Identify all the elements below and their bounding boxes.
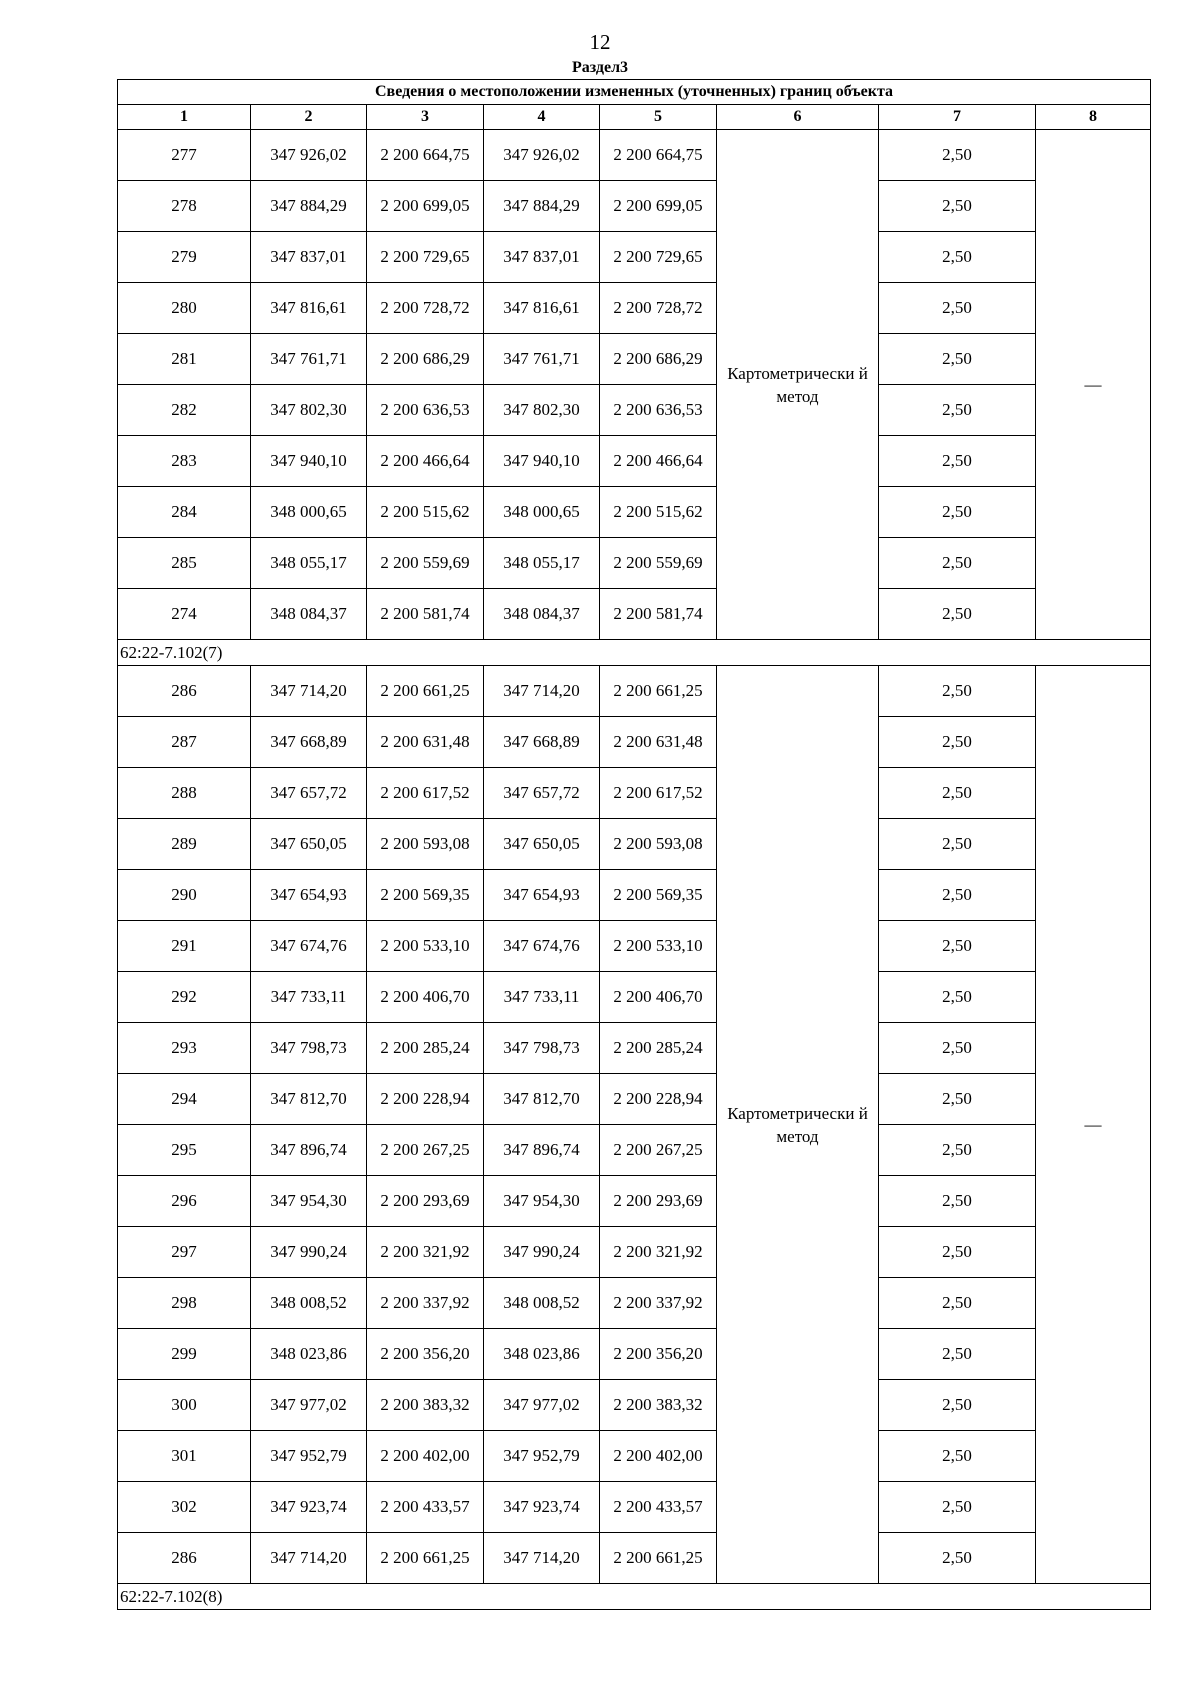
y-coordinate-cell: 2 200 686,29 bbox=[367, 334, 484, 385]
x-coordinate-cell: 347 926,02 bbox=[484, 130, 600, 181]
y-coordinate-cell: 2 200 728,72 bbox=[367, 283, 484, 334]
x-coordinate-cell: 347 952,79 bbox=[484, 1431, 600, 1482]
x-coordinate-cell: 347 802,30 bbox=[484, 385, 600, 436]
table-row bbox=[118, 436, 1151, 487]
x-coordinate-cell: 347 761,71 bbox=[251, 334, 367, 385]
y-coordinate-cell: 2 200 661,25 bbox=[600, 666, 717, 717]
x-coordinate-cell: 347 923,74 bbox=[251, 1482, 367, 1533]
table-row bbox=[118, 181, 1151, 232]
table-row bbox=[118, 1278, 1151, 1329]
y-coordinate-cell: 2 200 631,48 bbox=[600, 717, 717, 768]
precision-cell: 2,50 bbox=[879, 1125, 1036, 1176]
y-coordinate-cell: 2 200 402,00 bbox=[600, 1431, 717, 1482]
point-number-cell: 291 bbox=[118, 921, 251, 972]
y-coordinate-cell: 2 200 267,25 bbox=[367, 1125, 484, 1176]
y-coordinate-cell: 2 200 356,20 bbox=[600, 1329, 717, 1380]
point-number-cell: 290 bbox=[118, 870, 251, 921]
precision-cell: 2,50 bbox=[879, 819, 1036, 870]
y-coordinate-cell: 2 200 285,24 bbox=[367, 1023, 484, 1074]
y-coordinate-cell: 2 200 661,25 bbox=[367, 1533, 484, 1584]
x-coordinate-cell: 347 654,93 bbox=[251, 870, 367, 921]
precision-cell: 2,50 bbox=[879, 666, 1036, 717]
y-coordinate-cell: 2 200 321,92 bbox=[367, 1227, 484, 1278]
x-coordinate-cell: 347 812,70 bbox=[484, 1074, 600, 1125]
point-number-cell: 286 bbox=[118, 1533, 251, 1584]
precision-cell: 2,50 bbox=[879, 1023, 1036, 1074]
y-coordinate-cell: 2 200 729,65 bbox=[367, 232, 484, 283]
parcel-subheader-row bbox=[118, 640, 1151, 666]
point-number-cell: 295 bbox=[118, 1125, 251, 1176]
precision-cell: 2,50 bbox=[879, 385, 1036, 436]
x-coordinate-cell: 347 977,02 bbox=[484, 1380, 600, 1431]
x-coordinate-cell: 348 055,17 bbox=[251, 538, 367, 589]
y-coordinate-cell: 2 200 402,00 bbox=[367, 1431, 484, 1482]
precision-cell: 2,50 bbox=[879, 436, 1036, 487]
x-coordinate-cell: 347 837,01 bbox=[484, 232, 600, 283]
section-title: Раздел3 bbox=[571, 59, 629, 76]
x-coordinate-cell: 347 802,30 bbox=[251, 385, 367, 436]
x-coordinate-cell: 347 650,05 bbox=[251, 819, 367, 870]
precision-cell: 2,50 bbox=[879, 283, 1036, 334]
table-row bbox=[118, 1533, 1151, 1584]
table-row bbox=[118, 666, 1151, 717]
y-coordinate-cell: 2 200 321,92 bbox=[600, 1227, 717, 1278]
point-number-cell: 292 bbox=[118, 972, 251, 1023]
y-coordinate-cell: 2 200 228,94 bbox=[367, 1074, 484, 1125]
parcel-id: 62:22-7.102(7) bbox=[118, 640, 1151, 666]
y-coordinate-cell: 2 200 631,48 bbox=[367, 717, 484, 768]
table-row bbox=[118, 1125, 1151, 1176]
point-number-cell: 285 bbox=[118, 538, 251, 589]
point-number-cell: 298 bbox=[118, 1278, 251, 1329]
point-number-cell: 293 bbox=[118, 1023, 251, 1074]
y-coordinate-cell: 2 200 515,62 bbox=[367, 487, 484, 538]
y-coordinate-cell: 2 200 617,52 bbox=[600, 768, 717, 819]
y-coordinate-cell: 2 200 383,32 bbox=[367, 1380, 484, 1431]
table-row bbox=[118, 538, 1151, 589]
page-number: 12 bbox=[589, 30, 611, 54]
x-coordinate-cell: 347 977,02 bbox=[251, 1380, 367, 1431]
x-coordinate-cell: 347 837,01 bbox=[251, 232, 367, 283]
x-coordinate-cell: 347 674,76 bbox=[251, 921, 367, 972]
y-coordinate-cell: 2 200 267,25 bbox=[600, 1125, 717, 1176]
column-number: 2 bbox=[251, 105, 367, 130]
table-row bbox=[118, 972, 1151, 1023]
precision-cell: 2,50 bbox=[879, 1278, 1036, 1329]
table-row bbox=[118, 130, 1151, 181]
table-body bbox=[118, 80, 1151, 1610]
x-coordinate-cell: 347 654,93 bbox=[484, 870, 600, 921]
y-coordinate-cell: 2 200 617,52 bbox=[367, 768, 484, 819]
x-coordinate-cell: 347 940,10 bbox=[251, 436, 367, 487]
y-coordinate-cell: 2 200 729,65 bbox=[600, 232, 717, 283]
y-coordinate-cell: 2 200 285,24 bbox=[600, 1023, 717, 1074]
table-row bbox=[118, 1074, 1151, 1125]
y-coordinate-cell: 2 200 593,08 bbox=[600, 819, 717, 870]
point-number-cell: 278 bbox=[118, 181, 251, 232]
point-number-cell: 288 bbox=[118, 768, 251, 819]
x-coordinate-cell: 347 798,73 bbox=[484, 1023, 600, 1074]
point-number-cell: 294 bbox=[118, 1074, 251, 1125]
point-number-cell: 300 bbox=[118, 1380, 251, 1431]
y-coordinate-cell: 2 200 661,25 bbox=[600, 1533, 717, 1584]
parcel-subheader-row bbox=[118, 1584, 1151, 1610]
x-coordinate-cell: 348 084,37 bbox=[251, 589, 367, 640]
column-number: 6 bbox=[717, 105, 879, 130]
precision-cell: 2,50 bbox=[879, 717, 1036, 768]
table-row bbox=[118, 1482, 1151, 1533]
y-coordinate-cell: 2 200 664,75 bbox=[600, 130, 717, 181]
precision-cell: 2,50 bbox=[879, 538, 1036, 589]
precision-cell: 2,50 bbox=[879, 1482, 1036, 1533]
x-coordinate-cell: 347 668,89 bbox=[251, 717, 367, 768]
table-row bbox=[118, 1380, 1151, 1431]
table-caption: Сведения о местоположении измененных (уточненных) границ объекта bbox=[118, 80, 1151, 105]
y-coordinate-cell: 2 200 569,35 bbox=[600, 870, 717, 921]
table-row bbox=[118, 768, 1151, 819]
y-coordinate-cell: 2 200 533,10 bbox=[600, 921, 717, 972]
table-row bbox=[118, 283, 1151, 334]
x-coordinate-cell: 348 000,65 bbox=[251, 487, 367, 538]
x-coordinate-cell: 347 733,11 bbox=[484, 972, 600, 1023]
x-coordinate-cell: 348 023,86 bbox=[484, 1329, 600, 1380]
y-coordinate-cell: 2 200 699,05 bbox=[600, 181, 717, 232]
precision-cell: 2,50 bbox=[879, 487, 1036, 538]
y-coordinate-cell: 2 200 559,69 bbox=[600, 538, 717, 589]
point-number-cell: 296 bbox=[118, 1176, 251, 1227]
precision-cell: 2,50 bbox=[879, 181, 1036, 232]
x-coordinate-cell: 348 000,65 bbox=[484, 487, 600, 538]
point-number-cell: 277 bbox=[118, 130, 251, 181]
x-coordinate-cell: 347 896,74 bbox=[484, 1125, 600, 1176]
x-coordinate-cell: 347 650,05 bbox=[484, 819, 600, 870]
x-coordinate-cell: 347 884,29 bbox=[251, 181, 367, 232]
y-coordinate-cell: 2 200 293,69 bbox=[367, 1176, 484, 1227]
point-number-cell: 283 bbox=[118, 436, 251, 487]
point-number-cell: 280 bbox=[118, 283, 251, 334]
y-coordinate-cell: 2 200 636,53 bbox=[367, 385, 484, 436]
point-number-cell: 287 bbox=[118, 717, 251, 768]
x-coordinate-cell: 347 816,61 bbox=[484, 283, 600, 334]
point-number-cell: 274 bbox=[118, 589, 251, 640]
table-row bbox=[118, 819, 1151, 870]
y-coordinate-cell: 2 200 581,74 bbox=[600, 589, 717, 640]
precision-cell: 2,50 bbox=[879, 1227, 1036, 1278]
x-coordinate-cell: 348 023,86 bbox=[251, 1329, 367, 1380]
parcel-id: 62:22-7.102(8) bbox=[118, 1584, 1151, 1610]
y-coordinate-cell: 2 200 337,92 bbox=[367, 1278, 484, 1329]
point-number-cell: 281 bbox=[118, 334, 251, 385]
x-coordinate-cell: 347 990,24 bbox=[484, 1227, 600, 1278]
precision-cell: 2,50 bbox=[879, 972, 1036, 1023]
y-coordinate-cell: 2 200 636,53 bbox=[600, 385, 717, 436]
method-cell: Картометрически й метод bbox=[717, 666, 879, 1584]
boundary-coordinates-table bbox=[117, 79, 1151, 1610]
x-coordinate-cell: 347 816,61 bbox=[251, 283, 367, 334]
table-row bbox=[118, 1431, 1151, 1482]
y-coordinate-cell: 2 200 337,92 bbox=[600, 1278, 717, 1329]
y-coordinate-cell: 2 200 581,74 bbox=[367, 589, 484, 640]
x-coordinate-cell: 347 954,30 bbox=[484, 1176, 600, 1227]
table-row bbox=[118, 1329, 1151, 1380]
x-coordinate-cell: 347 884,29 bbox=[484, 181, 600, 232]
table-row bbox=[118, 487, 1151, 538]
column-number-row bbox=[118, 105, 1151, 130]
x-coordinate-cell: 347 674,76 bbox=[484, 921, 600, 972]
x-coordinate-cell: 347 668,89 bbox=[484, 717, 600, 768]
x-coordinate-cell: 347 714,20 bbox=[484, 666, 600, 717]
column-number: 4 bbox=[484, 105, 600, 130]
table-row bbox=[118, 385, 1151, 436]
y-coordinate-cell: 2 200 686,29 bbox=[600, 334, 717, 385]
precision-cell: 2,50 bbox=[879, 1380, 1036, 1431]
x-coordinate-cell: 347 940,10 bbox=[484, 436, 600, 487]
x-coordinate-cell: 347 798,73 bbox=[251, 1023, 367, 1074]
x-coordinate-cell: 347 954,30 bbox=[251, 1176, 367, 1227]
y-coordinate-cell: 2 200 515,62 bbox=[600, 487, 717, 538]
table-row bbox=[118, 232, 1151, 283]
x-coordinate-cell: 347 714,20 bbox=[484, 1533, 600, 1584]
x-coordinate-cell: 347 952,79 bbox=[251, 1431, 367, 1482]
x-coordinate-cell: 347 657,72 bbox=[484, 768, 600, 819]
note-cell: — bbox=[1036, 666, 1151, 1584]
x-coordinate-cell: 348 084,37 bbox=[484, 589, 600, 640]
y-coordinate-cell: 2 200 383,32 bbox=[600, 1380, 717, 1431]
point-number-cell: 279 bbox=[118, 232, 251, 283]
y-coordinate-cell: 2 200 433,57 bbox=[600, 1482, 717, 1533]
y-coordinate-cell: 2 200 533,10 bbox=[367, 921, 484, 972]
x-coordinate-cell: 347 812,70 bbox=[251, 1074, 367, 1125]
y-coordinate-cell: 2 200 466,64 bbox=[600, 436, 717, 487]
table-row bbox=[118, 921, 1151, 972]
point-number-cell: 299 bbox=[118, 1329, 251, 1380]
table-caption-row bbox=[118, 80, 1151, 105]
point-number-cell: 301 bbox=[118, 1431, 251, 1482]
column-number: 1 bbox=[118, 105, 251, 130]
y-coordinate-cell: 2 200 406,70 bbox=[367, 972, 484, 1023]
precision-cell: 2,50 bbox=[879, 232, 1036, 283]
x-coordinate-cell: 347 733,11 bbox=[251, 972, 367, 1023]
precision-cell: 2,50 bbox=[879, 1533, 1036, 1584]
precision-cell: 2,50 bbox=[879, 589, 1036, 640]
x-coordinate-cell: 347 761,71 bbox=[484, 334, 600, 385]
precision-cell: 2,50 bbox=[879, 768, 1036, 819]
y-coordinate-cell: 2 200 559,69 bbox=[367, 538, 484, 589]
table-row bbox=[118, 334, 1151, 385]
precision-cell: 2,50 bbox=[879, 1074, 1036, 1125]
table-row bbox=[118, 870, 1151, 921]
precision-cell: 2,50 bbox=[879, 1431, 1036, 1482]
y-coordinate-cell: 2 200 699,05 bbox=[367, 181, 484, 232]
precision-cell: 2,50 bbox=[879, 870, 1036, 921]
precision-cell: 2,50 bbox=[879, 334, 1036, 385]
note-cell: — bbox=[1036, 130, 1151, 640]
point-number-cell: 289 bbox=[118, 819, 251, 870]
precision-cell: 2,50 bbox=[879, 1176, 1036, 1227]
x-coordinate-cell: 348 008,52 bbox=[251, 1278, 367, 1329]
y-coordinate-cell: 2 200 406,70 bbox=[600, 972, 717, 1023]
y-coordinate-cell: 2 200 433,57 bbox=[367, 1482, 484, 1533]
y-coordinate-cell: 2 200 593,08 bbox=[367, 819, 484, 870]
x-coordinate-cell: 347 926,02 bbox=[251, 130, 367, 181]
y-coordinate-cell: 2 200 664,75 bbox=[367, 130, 484, 181]
column-number: 3 bbox=[367, 105, 484, 130]
table-row bbox=[118, 717, 1151, 768]
point-number-cell: 282 bbox=[118, 385, 251, 436]
y-coordinate-cell: 2 200 661,25 bbox=[367, 666, 484, 717]
column-number: 7 bbox=[879, 105, 1036, 130]
x-coordinate-cell: 347 923,74 bbox=[484, 1482, 600, 1533]
column-number: 5 bbox=[600, 105, 717, 130]
table-row bbox=[118, 1227, 1151, 1278]
column-number: 8 bbox=[1036, 105, 1151, 130]
method-cell: Картометрически й метод bbox=[717, 130, 879, 640]
x-coordinate-cell: 348 008,52 bbox=[484, 1278, 600, 1329]
precision-cell: 2,50 bbox=[879, 921, 1036, 972]
x-coordinate-cell: 347 896,74 bbox=[251, 1125, 367, 1176]
y-coordinate-cell: 2 200 728,72 bbox=[600, 283, 717, 334]
point-number-cell: 284 bbox=[118, 487, 251, 538]
y-coordinate-cell: 2 200 466,64 bbox=[367, 436, 484, 487]
x-coordinate-cell: 347 990,24 bbox=[251, 1227, 367, 1278]
y-coordinate-cell: 2 200 356,20 bbox=[367, 1329, 484, 1380]
table-row bbox=[118, 589, 1151, 640]
y-coordinate-cell: 2 200 569,35 bbox=[367, 870, 484, 921]
table-row bbox=[118, 1023, 1151, 1074]
y-coordinate-cell: 2 200 228,94 bbox=[600, 1074, 717, 1125]
table-row bbox=[118, 1176, 1151, 1227]
x-coordinate-cell: 347 714,20 bbox=[251, 666, 367, 717]
y-coordinate-cell: 2 200 293,69 bbox=[600, 1176, 717, 1227]
point-number-cell: 297 bbox=[118, 1227, 251, 1278]
precision-cell: 2,50 bbox=[879, 130, 1036, 181]
x-coordinate-cell: 348 055,17 bbox=[484, 538, 600, 589]
x-coordinate-cell: 347 657,72 bbox=[251, 768, 367, 819]
precision-cell: 2,50 bbox=[879, 1329, 1036, 1380]
point-number-cell: 302 bbox=[118, 1482, 251, 1533]
point-number-cell: 286 bbox=[118, 666, 251, 717]
x-coordinate-cell: 347 714,20 bbox=[251, 1533, 367, 1584]
